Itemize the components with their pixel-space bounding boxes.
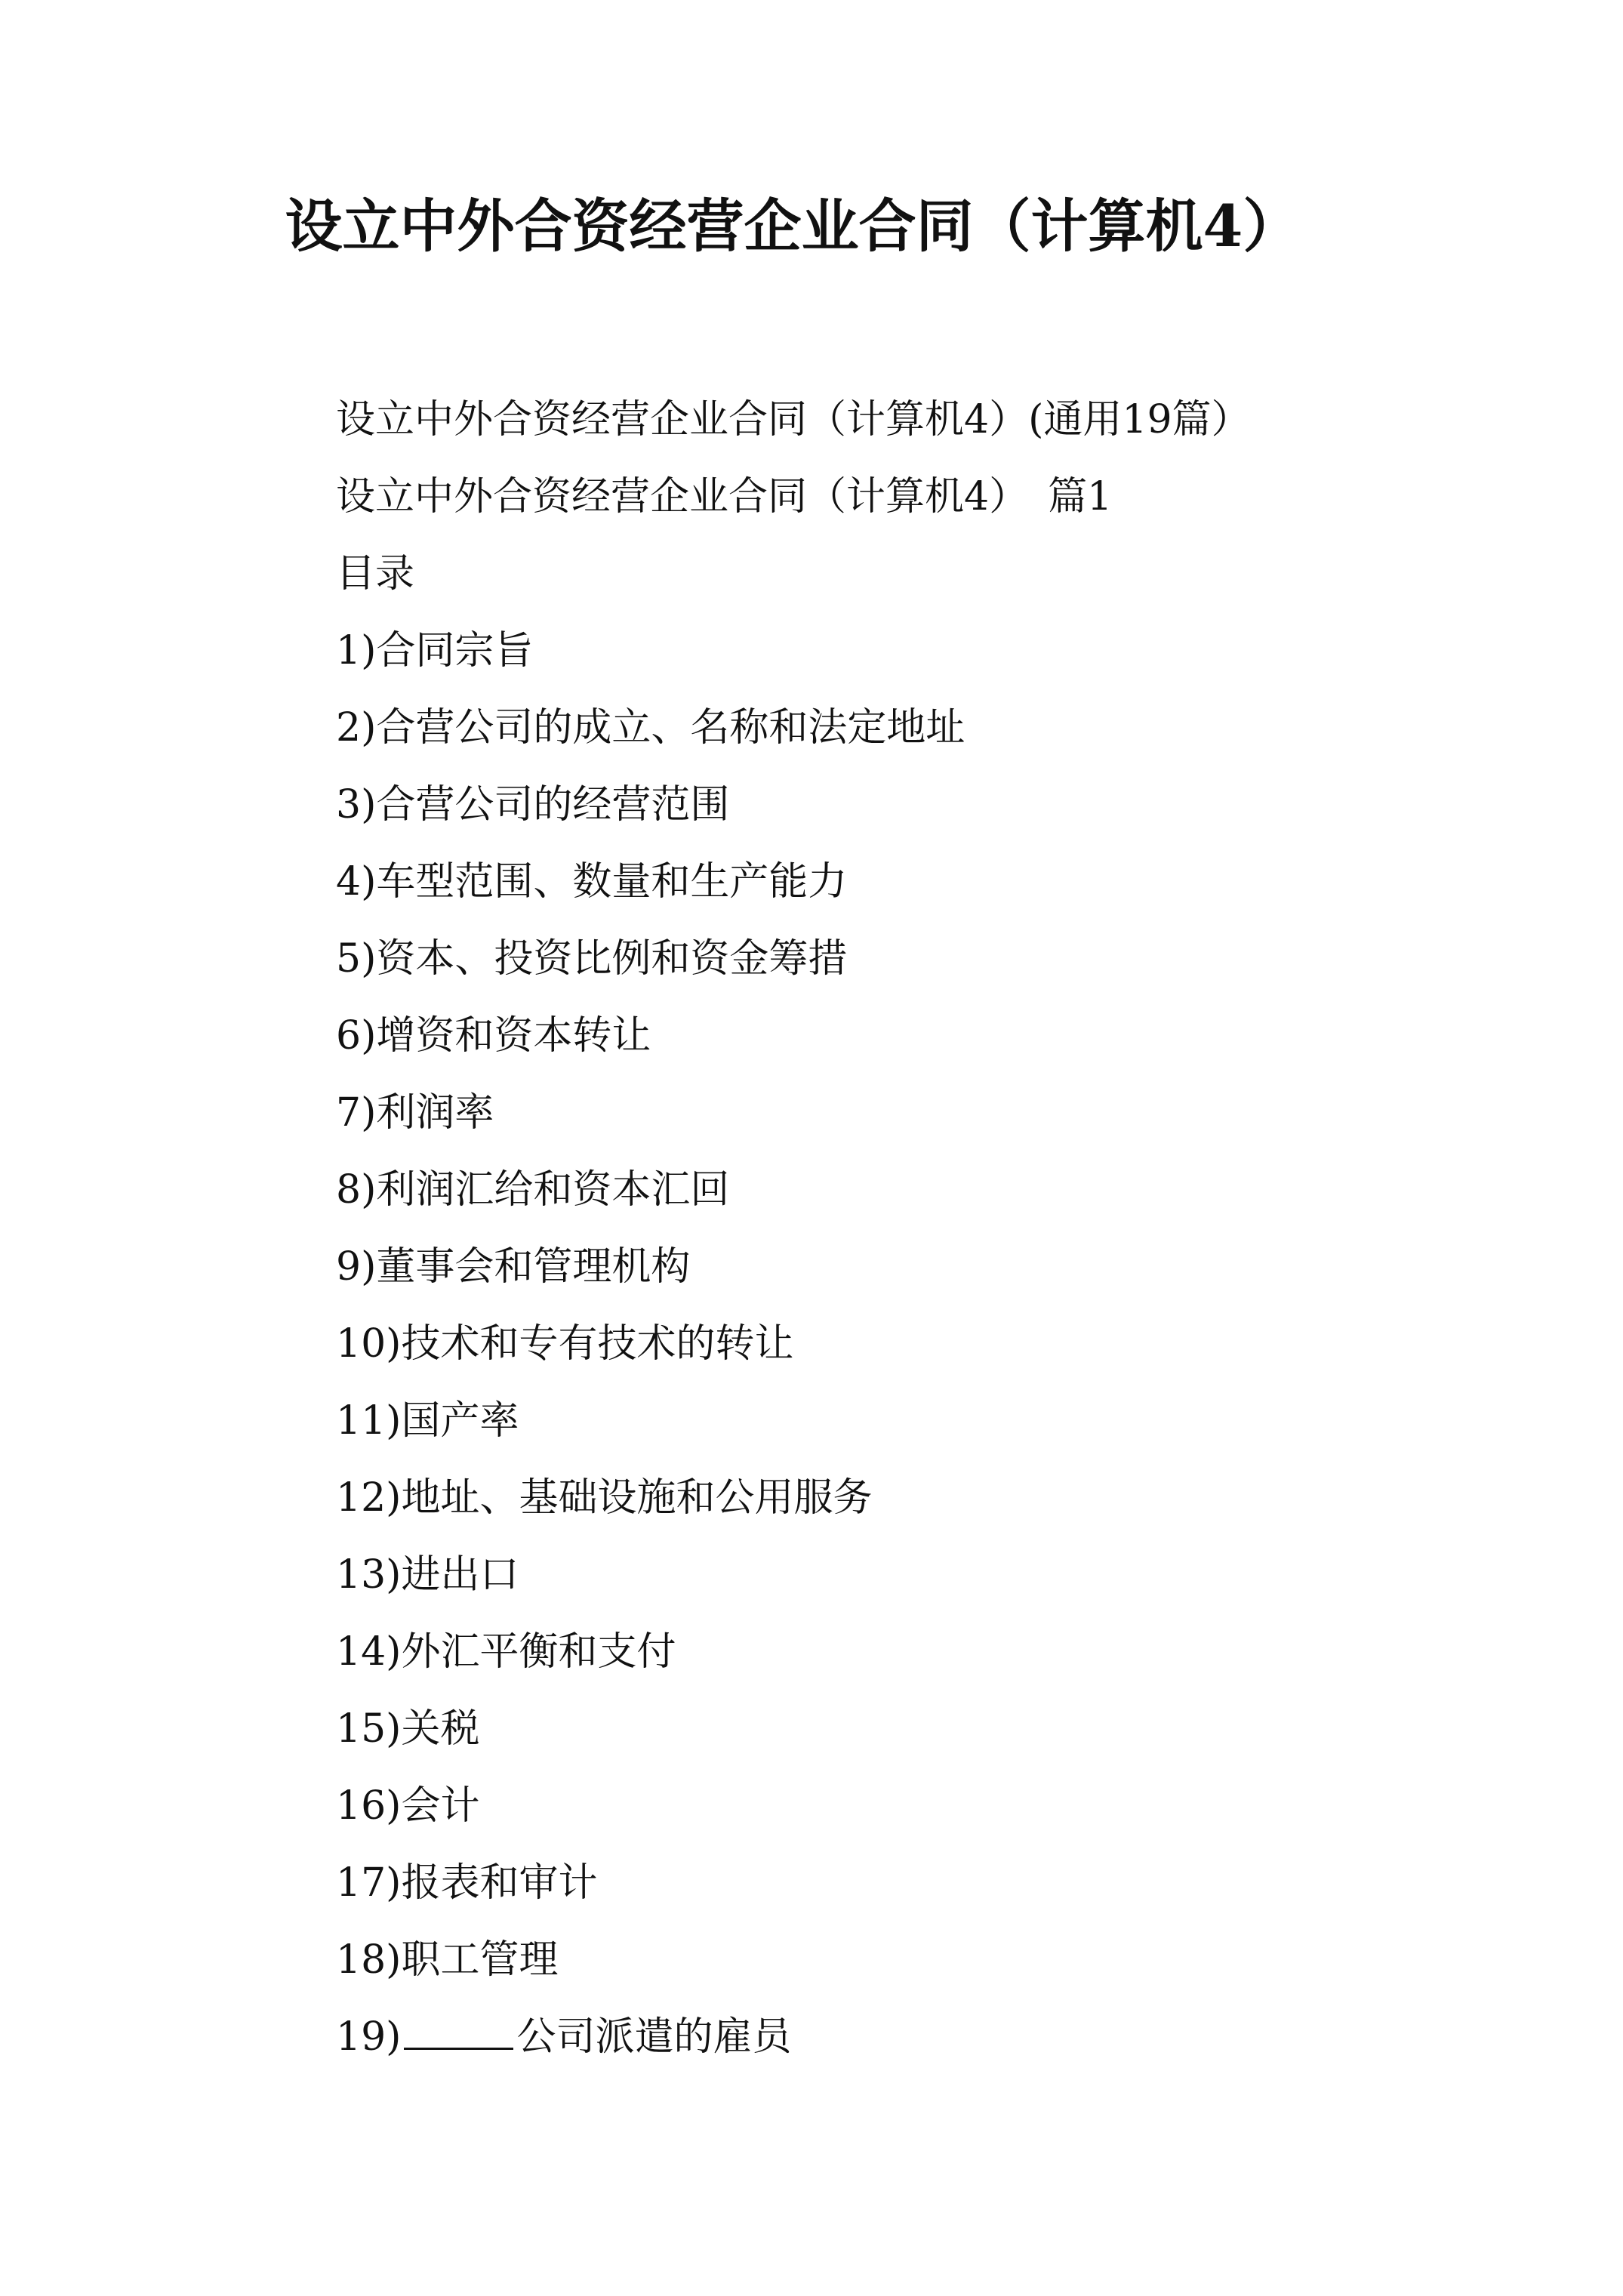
toc-item-number: 19) bbox=[336, 2014, 402, 2060]
toc-item: 17)报表和审计 bbox=[336, 1860, 598, 1906]
section-heading: 设立中外合资经营企业合同（计算机4） 篇1 bbox=[336, 474, 1113, 519]
document-title: 设立中外合资经营企业合同（计算机4） bbox=[285, 193, 1301, 260]
toc-item: 7)利润率 bbox=[336, 1090, 494, 1136]
toc-item: 15)关税 bbox=[336, 1706, 480, 1752]
toc-item: 2)合营公司的成立、名称和法定地址 bbox=[336, 705, 965, 750]
toc-item: 9)董事会和管理机构 bbox=[336, 1244, 691, 1290]
toc-item: 8)利润汇给和资本汇回 bbox=[336, 1167, 730, 1213]
document-body bbox=[336, 381, 1544, 2076]
toc-item: 16)会计 bbox=[336, 1783, 480, 1829]
document-subtitle: 设立中外合资经营企业合同（计算机4）(通用19篇） bbox=[336, 397, 1251, 442]
toc-item: 14)外汇平衡和支付 bbox=[336, 1629, 676, 1675]
table-of-contents bbox=[336, 612, 1544, 2076]
toc-item: 6)增资和资本转让 bbox=[336, 1013, 651, 1059]
toc-item: 13)进出口 bbox=[336, 1552, 519, 1598]
blank-underline bbox=[404, 2016, 513, 2050]
toc-item: 10)技术和专有技术的转让 bbox=[336, 1321, 794, 1367]
toc-item-19 bbox=[336, 1999, 1544, 2076]
toc-heading: 目录 bbox=[336, 551, 415, 596]
toc-item: 1)合同宗旨 bbox=[336, 628, 534, 673]
toc-item-text: 公司派遣的雇员 bbox=[516, 2014, 792, 2060]
toc-item: 5)资本、投资比例和资金筹措 bbox=[336, 936, 848, 982]
toc-item: 12)地址、基础设施和公用服务 bbox=[336, 1475, 873, 1521]
toc-item: 11)国产率 bbox=[336, 1398, 519, 1444]
toc-item: 18)职工管理 bbox=[336, 1937, 559, 1983]
toc-item: 4)车型范围、数量和生产能力 bbox=[336, 859, 848, 905]
toc-item: 3)合营公司的经营范围 bbox=[336, 782, 730, 827]
